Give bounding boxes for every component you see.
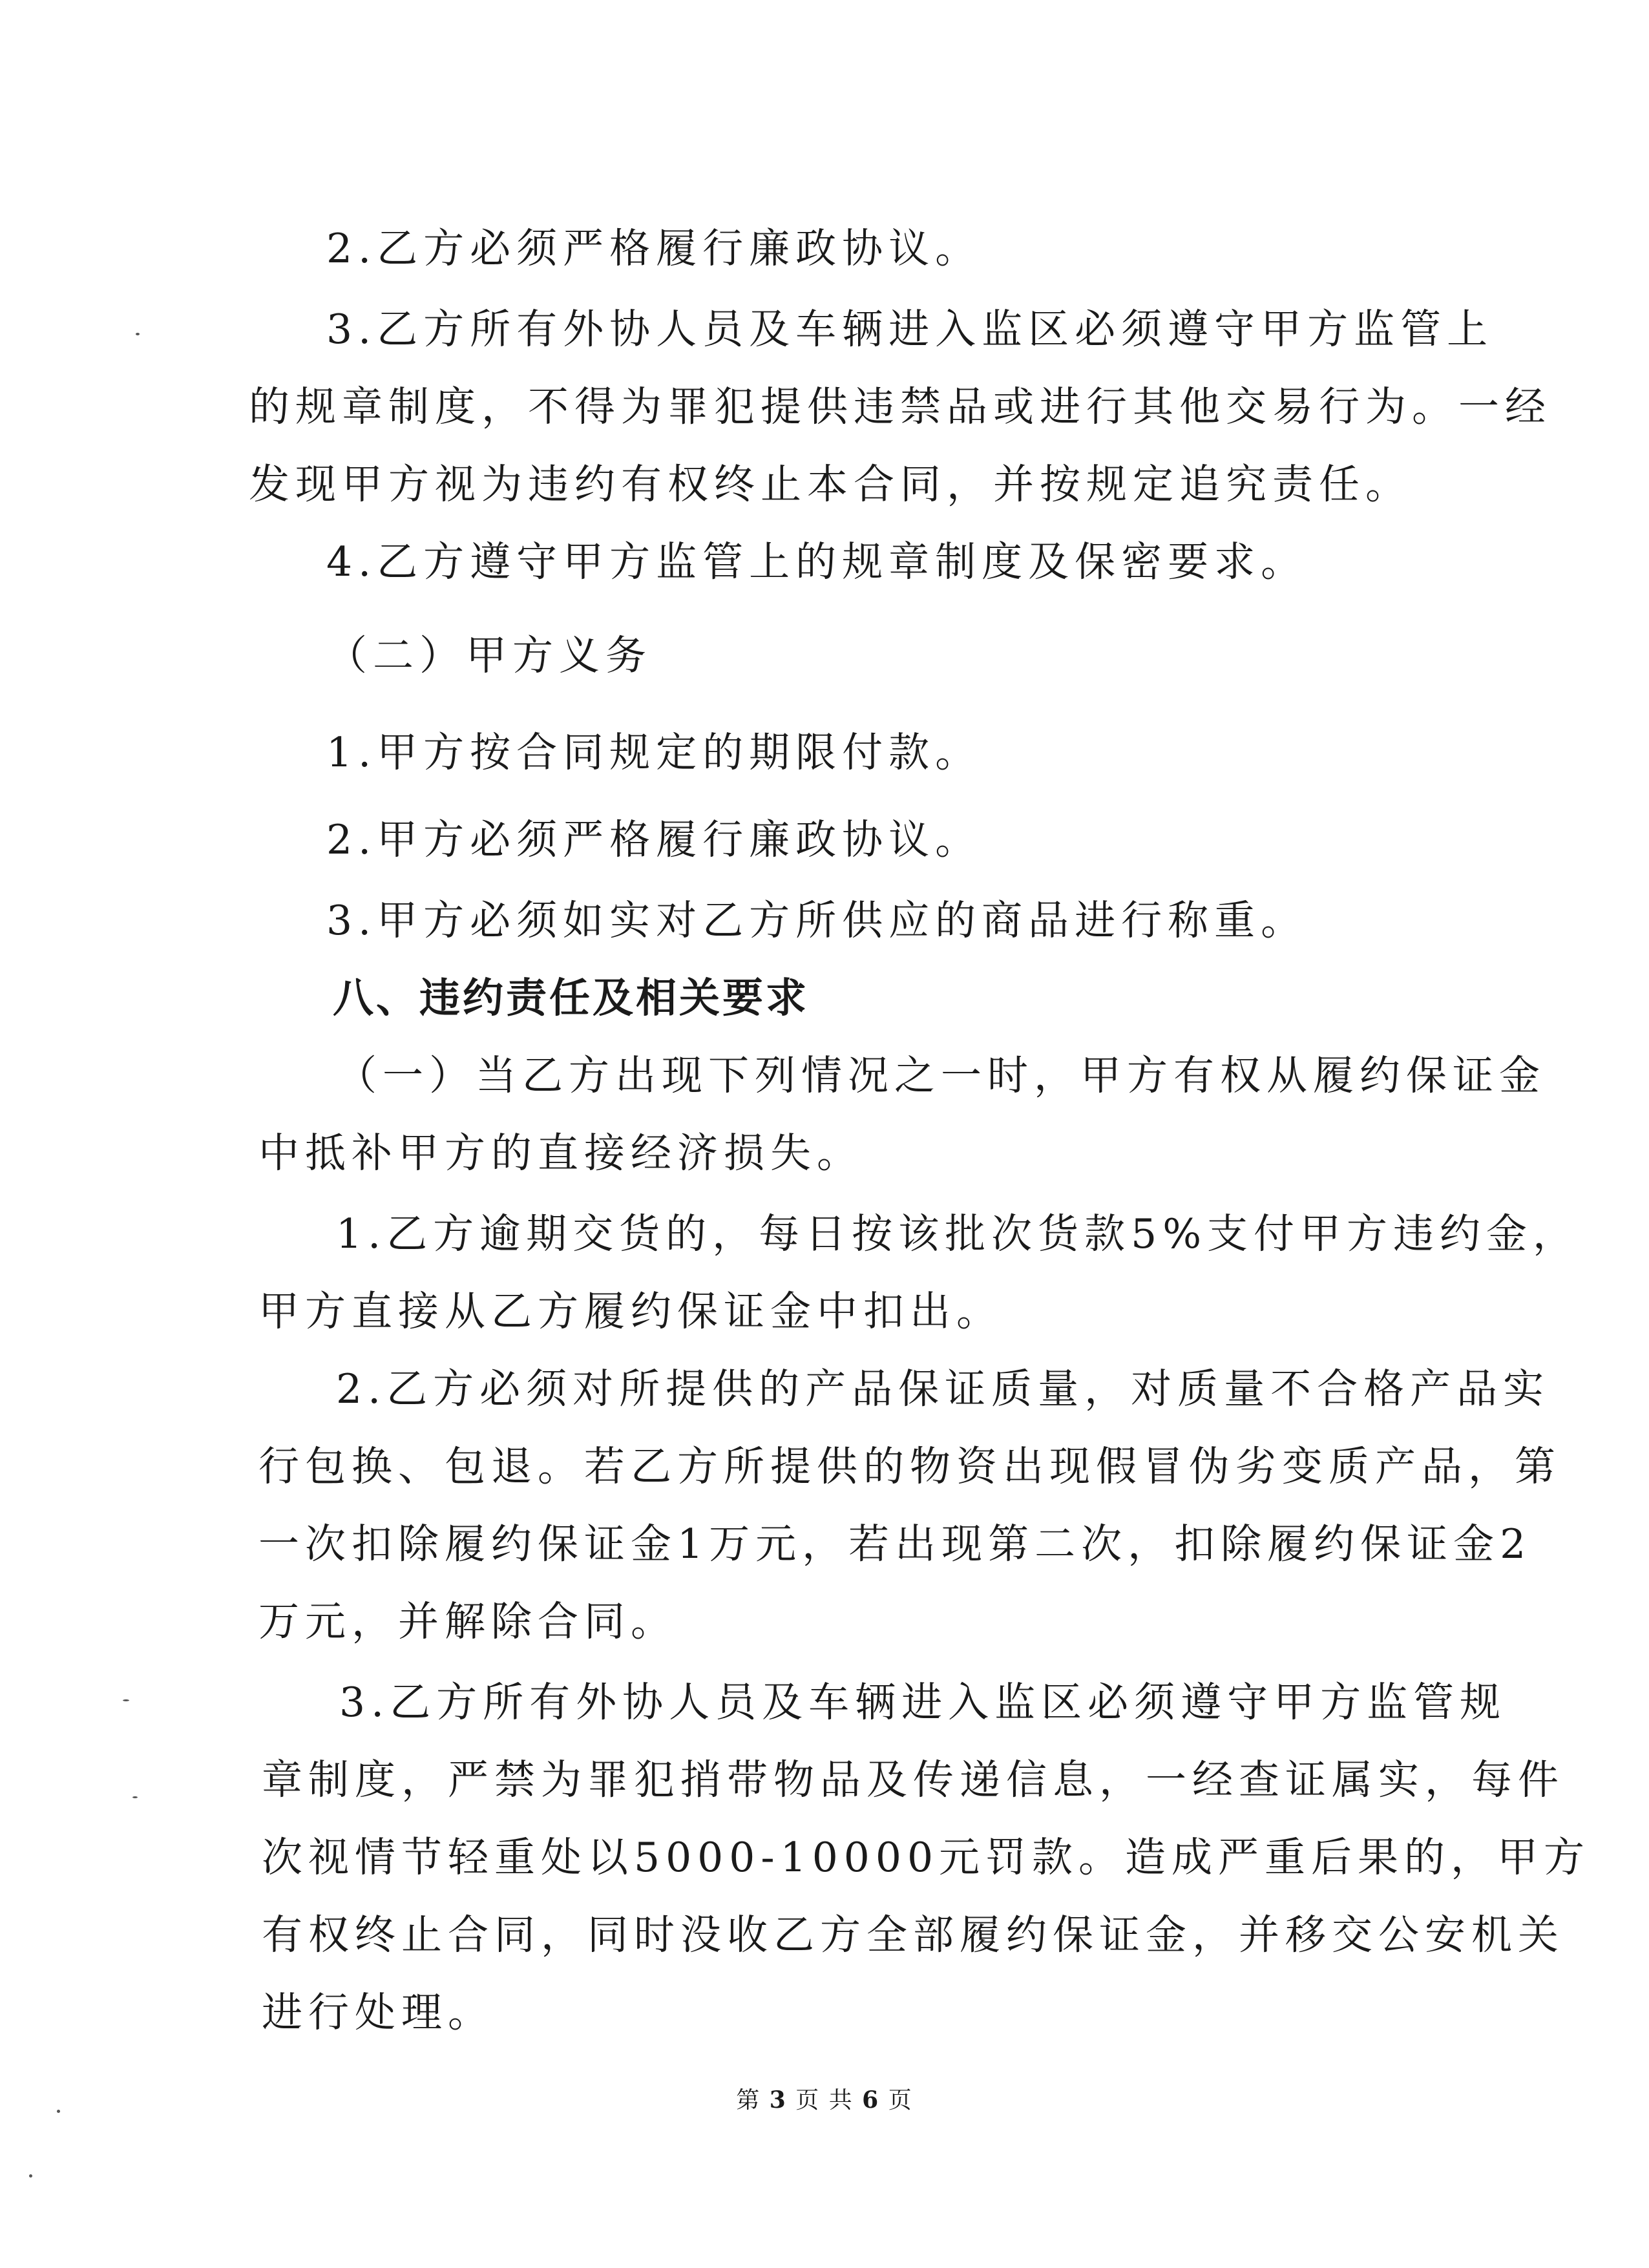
scan-speck bbox=[123, 1699, 129, 1701]
footer-prefix: 第 bbox=[736, 2087, 761, 2114]
body-line: 2.甲方必须严格履行廉政协议。 bbox=[326, 816, 982, 863]
body-line: 甲方直接从乙方履约保证金中扣出。 bbox=[258, 1288, 1003, 1335]
scan-speck bbox=[57, 2110, 60, 2113]
scan-speck bbox=[136, 333, 140, 335]
scan-speck bbox=[29, 2174, 32, 2178]
body-line: 4.乙方遵守甲方监管上的规章制度及保密要求。 bbox=[326, 538, 1308, 585]
body-line: 次视情节轻重处以5000-10000元罚款。造成严重后果的，甲方 bbox=[262, 1834, 1591, 1881]
body-line: 一次扣除履约保证金1万元，若出现第二次，扣除履约保证金2 bbox=[258, 1520, 1532, 1568]
footer-suffix: 页 bbox=[888, 2087, 913, 2114]
body-line: 有权终止合同，同时没收乙方全部履约保证金，并移交公安机关 bbox=[262, 1911, 1564, 1958]
section-heading: 八、违约责任及相关要求 bbox=[333, 974, 809, 1022]
body-line: 中抵补甲方的直接经济损失。 bbox=[258, 1129, 863, 1177]
page-footer bbox=[0, 2086, 1649, 2115]
body-line: 发现甲方视为违约有权终止本合同，并按规定追究责任。 bbox=[249, 461, 1412, 508]
footer-current-page: 3 bbox=[769, 2086, 787, 2114]
body-line: 2.乙方必须对所提供的产品保证质量，对质量不合格产品实 bbox=[336, 1365, 1550, 1412]
body-line: 3.乙方所有外协人员及车辆进入监区必须遵守甲方监管规 bbox=[339, 1679, 1507, 1726]
body-line: 2.乙方必须严格履行廉政协议。 bbox=[326, 225, 982, 272]
body-line: （一）当乙方出现下列情况之一时，甲方有权从履约保证金 bbox=[336, 1052, 1546, 1099]
body-line: 进行处理。 bbox=[262, 1989, 494, 2036]
body-line: （二）甲方义务 bbox=[326, 632, 652, 679]
scan-speck bbox=[132, 1796, 138, 1798]
body-line: 1.甲方按合同规定的期限付款。 bbox=[326, 729, 982, 776]
body-line: 章制度，严禁为罪犯捎带物品及传递信息，一经查证属实，每件 bbox=[262, 1756, 1564, 1803]
body-line: 行包换、包退。若乙方所提供的物资出现假冒伪劣变质产品，第 bbox=[258, 1443, 1561, 1490]
footer-middle: 页 共 bbox=[795, 2087, 854, 2114]
body-line: 万元，并解除合同。 bbox=[258, 1598, 677, 1645]
body-line: 的规章制度，不得为罪犯提供违禁品或进行其他交易行为。一经 bbox=[249, 383, 1551, 430]
footer-total-pages: 6 bbox=[862, 2086, 880, 2114]
body-line: 3.乙方所有外协人员及车辆进入监区必须遵守甲方监管上 bbox=[326, 306, 1494, 353]
body-line: 3.甲方必须如实对乙方所供应的商品进行称重。 bbox=[326, 897, 1308, 944]
body-line: 1.乙方逾期交货的，每日按该批次货款5%支付甲方违约金， bbox=[336, 1210, 1580, 1257]
